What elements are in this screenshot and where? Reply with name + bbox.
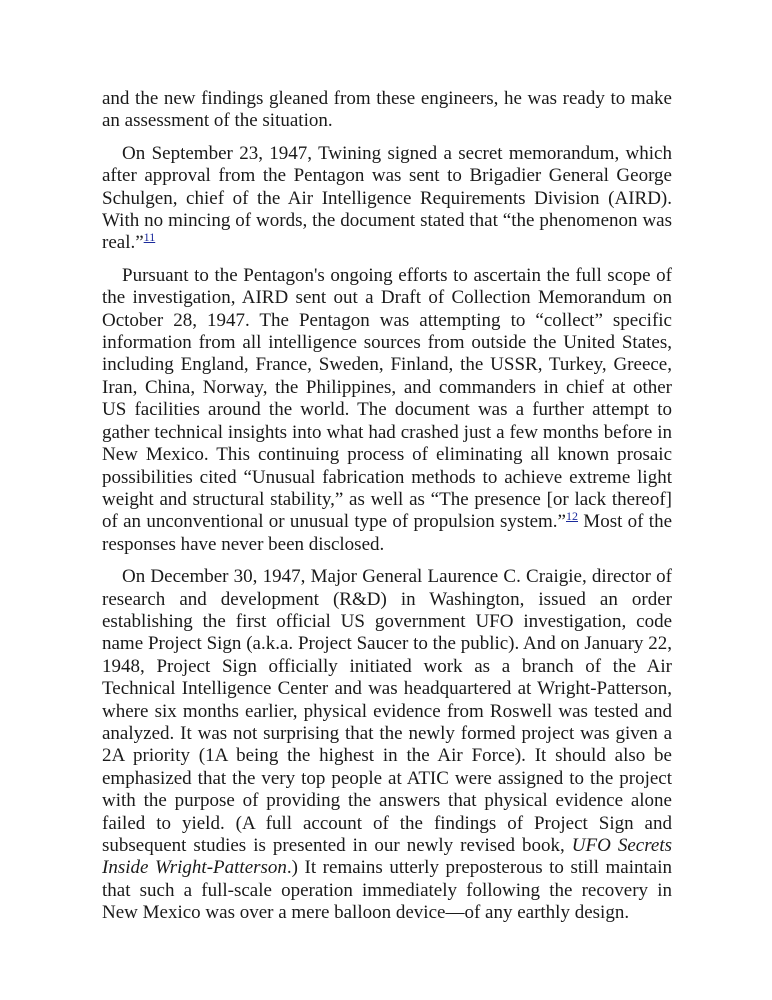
document-page <box>102 88 672 935</box>
paragraph-2 <box>102 143 672 255</box>
paragraph-4 <box>102 566 672 925</box>
paragraph-2-text: On September 23, 1947, Twining signed a secret memorandum, which after approval from the Pentagon was sent to Brigadier General George Schulgen, chief of the Air Intelligence Requirements Division (AIRD). With no mincing of words, the document stated that “the phenomenon was real.” <box>102 142 672 254</box>
paragraph-1 <box>102 88 672 133</box>
paragraph-4-text: On December 30, 1947, Major General Laurence C. Craigie, director of research and development (R&D) in Washington, issued an order establishing the first official US government UFO investigation, code name Project Sign (a.k.a. Project Saucer to the public). And on January 22, 1948, Project Sign officially initiated work as a branch of the Air Technical Intelligence Center and was headquartered at Wright-Patterson, where six months earlier, physical evidence from Roswell was tested and analyzed. It was not surprising that the newly formed project was given a 2A priority (1A being the highest in the Air Force). It should also be emphasized that the very top people at ATIC were assigned to the project with the purpose of providing the answers that physical evidence alone failed to yield. (A full account of the findings of Project Sign and subsequent studies is presented in our newly revised book, <box>102 566 672 856</box>
footnote-link-12[interactable]: 12 <box>566 509 578 524</box>
paragraph-3 <box>102 265 672 556</box>
paragraph-4-text-after: .) It remains utterly preposterous to still maintain that such a full-scale operation immediately following the recovery in New Mexico was over a mere balloon device—of any earthly design. <box>102 857 672 924</box>
book-title: UFO Secrets Inside Wright-Patterson <box>102 835 673 879</box>
paragraph-3-text-after: Most of the responses have never been disclosed. <box>102 511 673 555</box>
paragraph-3-text: Pursuant to the Pentagon's ongoing efforts to ascertain the full scope of the investigation, AIRD sent out a Draft of Collection Memorandum on October 28, 1947. The Pentagon was attempting to “collect” specific information from all intelligence sources from outside the United States, including England, France, Sweden, Finland, the USSR, Turkey, Greece, Iran, China, Norway, the Philippines, and commanders in chief at other US facilities around the world. The document was a further attempt to gather technical insights into what had crashed just a few months before in New Mexico. This continuing process of eliminating all known prosaic possibilities cited “Unusual fabrication methods to achieve extreme light weight and structural stability,” as well as “The presence [or lack thereof] of an unconventional or unusual type of propulsion system.” <box>102 264 672 533</box>
paragraph-1-text: and the new findings gleaned from these engineers, he was ready to make an assessment of the situation. <box>102 88 672 132</box>
footnote-link-11[interactable]: 11 <box>143 230 156 245</box>
